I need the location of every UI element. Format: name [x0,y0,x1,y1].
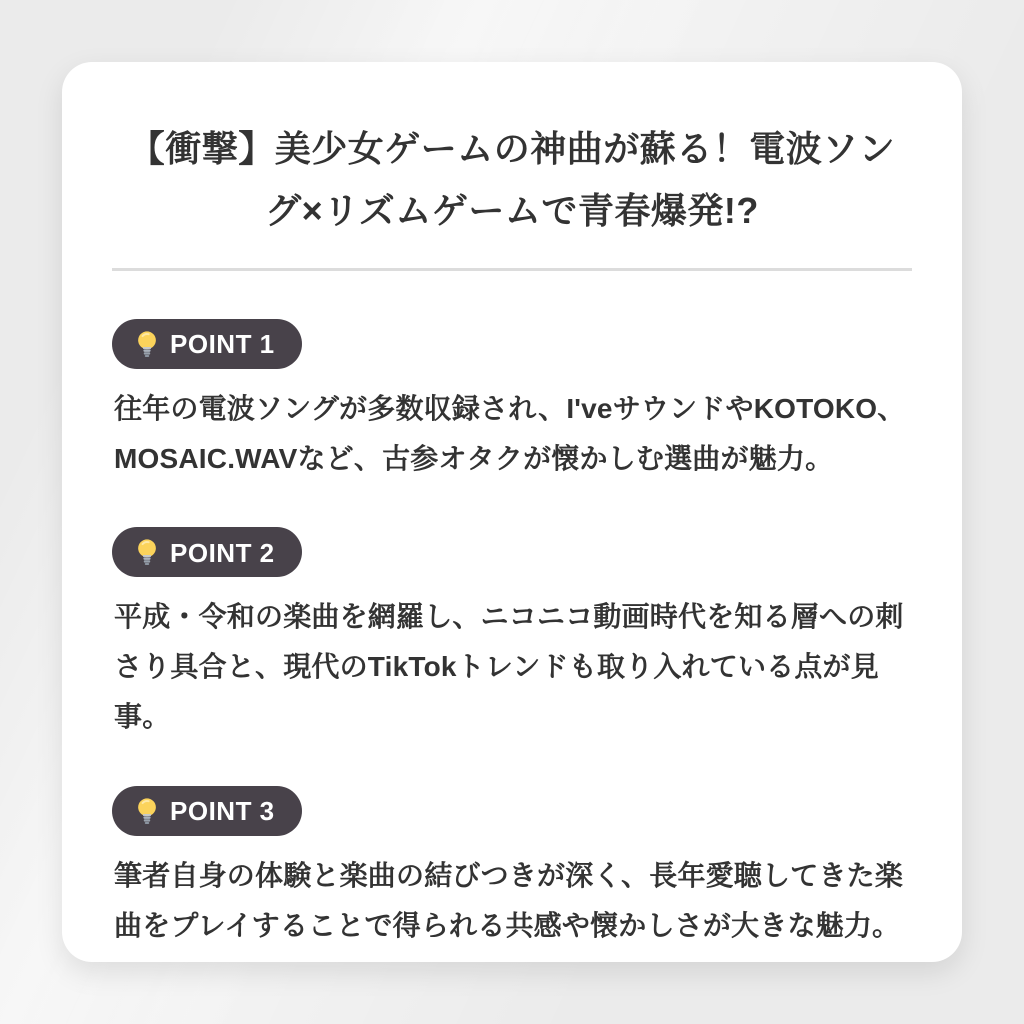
point-3-badge-label: POINT 3 [170,796,275,827]
point-section-3 [112,786,912,951]
point-2-badge [112,527,302,577]
point-2-text: 平成・令和の楽曲を網羅し、ニコニコ動画時代を知る層への刺さり具合と、現代のTikTokトレンドも取り入れている点が見事。 [114,601,904,733]
point-1-text: 往年の電波ソングが多数収録され、I'veサウンドやKOTOKO、MOSAIC.WAVなど、古参オタクが懐かしむ選曲が魅力。 [114,392,906,474]
divider [112,268,912,271]
point-1-badge [112,319,302,369]
lightbulb-icon [133,797,161,825]
point-section-2 [112,527,912,741]
point-1-badge-label: POINT 1 [170,329,275,360]
point-2-badge-label: POINT 2 [170,537,275,568]
point-section-1 [112,319,912,484]
lightbulb-icon [133,538,161,566]
lightbulb-icon [133,330,161,358]
point-3-badge [112,786,302,836]
summary-card [62,62,962,962]
point-3-text: 筆者自身の体験と楽曲の結びつきが深く、長年愛聴してきた楽曲をプレイすることで得られる共感や懐かしさが大きな魅力。 [114,859,904,941]
page-title: 【衝撃】美少女ゲームの神曲が蘇る！電波ソング×リズムゲームで青春爆発!? [128,128,896,231]
